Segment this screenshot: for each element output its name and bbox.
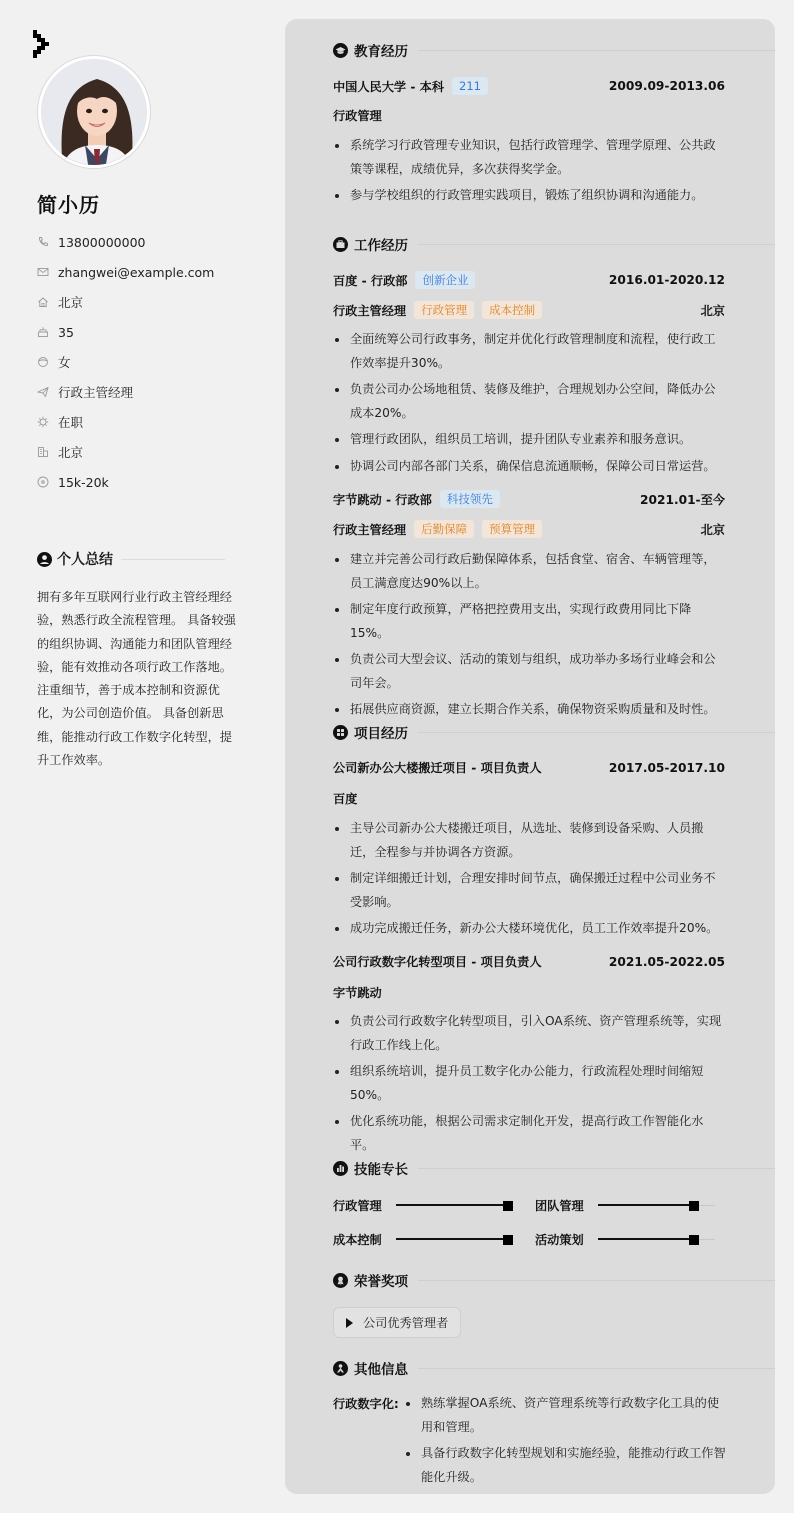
building-icon <box>37 446 49 458</box>
project-company-row <box>333 790 725 807</box>
list-item: 负责公司大型会议、活动的策划与组织，成功举办多场行业峰会和公司年会。 <box>333 648 725 695</box>
list-item: 负责公司办公场地租赁、装修及维护，合理规划办公空间，降低办公成本20%。 <box>333 378 725 425</box>
job-bullets <box>333 328 725 481</box>
job-position-row <box>333 520 725 538</box>
award-name: 公司优秀管理者 <box>363 1316 449 1330</box>
other-label: 行政数字化: <box>333 1397 399 1411</box>
job-company: 百度 - 行政部 <box>333 273 408 288</box>
education-major-row <box>333 107 725 124</box>
list-item: 制定年度行政预算，严格把控费用支出，实现行政费用同比下降15%。 <box>333 598 725 645</box>
list-item: 具备行政数字化转型规划和实施经验，能推动行政工作智能化升级。 <box>404 1442 726 1489</box>
project-name: 公司新办公大楼搬迁项目 - 项目负责人 <box>333 761 542 775</box>
project-bullets <box>333 1010 725 1160</box>
award-icon <box>333 1273 348 1288</box>
skill-name: 成本控制 <box>333 1233 382 1247</box>
grid-icon <box>333 725 348 740</box>
list-item: 主导公司新办公大楼搬迁项目，从选址、装修到设备采购、人员搬迁，全程参与并协调各方资源。 <box>333 817 725 864</box>
project-period: 2017.05-2017.10 <box>608 760 725 775</box>
projects-title: 项目经历 <box>354 726 408 742</box>
info-item-job-target <box>37 377 247 407</box>
section-divider <box>418 1168 775 1169</box>
people-icon <box>333 1361 348 1376</box>
skill-fill <box>598 1238 694 1240</box>
user-circle-icon <box>37 552 52 567</box>
skill-tag: 行政管理 <box>414 301 474 319</box>
list-item: 系统学习行政管理专业知识，包括行政管理学、管理学原理、公共政策等课程，成绩优异，多次获得奖学金。 <box>333 134 725 181</box>
job-target: 行政主管经理 <box>58 385 134 400</box>
skill-level-bar <box>396 1199 513 1213</box>
briefcase-icon <box>333 237 348 252</box>
other-title: 其他信息 <box>354 1362 408 1378</box>
section-divider <box>418 1280 775 1281</box>
send-icon <box>37 386 49 398</box>
section-divider <box>418 1368 775 1369</box>
section-divider <box>418 244 775 245</box>
gender-value: 女 <box>58 355 71 370</box>
home-icon <box>37 296 49 308</box>
list-item: 全面统筹公司行政事务，制定并优化行政管理制度和流程，使行政工作效率提升30%。 <box>333 328 725 375</box>
education-bullets <box>333 134 725 211</box>
phone-icon <box>37 236 49 248</box>
list-item: 成功完成搬迁任务，新办公大楼环境优化，员工工作效率提升20%。 <box>333 917 725 941</box>
profile-name: 简小历 <box>37 193 100 217</box>
job-period: 2016.01-2020.12 <box>608 273 725 287</box>
other-section-header <box>333 1358 775 1378</box>
project-period: 2021.05-2022.05 <box>608 954 725 969</box>
summary-text: 拥有多年互联网行业行政主管经理经验，熟悉行政全流程管理。 具备较强的组织协调、沟通能力和团队管理经验，能有效推动各项行政工作落地。 注重细节，善于成本控制和资源优化，为公司创造价值。 具备创新思维，能推动行政工作数字化转型，提升工作效率。 <box>37 590 236 768</box>
job-company: 字节跳动 - 行政部 <box>333 492 432 507</box>
list-item: 建立并完善公司行政后勤保障体系，包括食堂、宿舍、车辆管理等，员工满意度达90%以上。 <box>333 548 725 595</box>
list-item: 制定详细搬迁计划，合理安排时间节点，确保搬迁过程中公司业务不受影响。 <box>333 867 725 914</box>
list-item: 熟练掌握OA系统、资产管理系统等行政数字化工具的使用和管理。 <box>404 1392 726 1439</box>
caret-right-icon <box>346 1318 353 1328</box>
list-item: 负责公司行政数字化转型项目，引入OA系统、资产管理系统等，实现行政工作线上化。 <box>333 1010 725 1057</box>
phone-number: 13800000000 <box>58 234 146 250</box>
other-bullets <box>404 1392 726 1492</box>
project-bullets <box>333 817 725 944</box>
skill-level-bar <box>396 1233 513 1247</box>
project-company: 字节跳动 <box>333 986 382 1000</box>
list-item: 参与学校组织的行政管理实践项目，锻炼了组织协调和沟通能力。 <box>333 184 725 208</box>
skills-title: 技能专长 <box>354 1162 408 1178</box>
skill-knob <box>503 1235 513 1245</box>
section-divider <box>418 732 775 733</box>
salary-range: 15k-20k <box>58 474 109 490</box>
skill-knob <box>503 1201 513 1211</box>
logo-icon <box>33 30 53 58</box>
list-item: 管理行政团队，组织员工培训，提升团队专业素养和服务意识。 <box>333 428 725 452</box>
skills-section-header <box>333 1158 775 1178</box>
skill-name: 活动策划 <box>535 1233 584 1247</box>
job-bullets <box>333 548 725 725</box>
skill-fill <box>396 1238 508 1240</box>
skill-item <box>333 1231 523 1248</box>
section-divider <box>121 559 225 560</box>
age-value: 35 <box>58 324 74 340</box>
email-address: zhangwei@example.com <box>58 264 215 280</box>
project-company-row <box>333 984 725 1001</box>
bar-chart-icon <box>333 1161 348 1176</box>
job-position-row <box>333 301 725 319</box>
skill-fill <box>396 1204 508 1206</box>
education-title: 教育经历 <box>354 44 408 60</box>
skill-level-bar <box>598 1233 715 1247</box>
skill-knob <box>689 1201 699 1211</box>
list-item: 组织系统培训，提升员工数字化办公能力，行政流程处理时间缩短50%。 <box>333 1060 725 1107</box>
skill-level-bar <box>598 1199 715 1213</box>
info-item-gender <box>37 347 247 377</box>
project-name-row <box>333 759 725 776</box>
project-name: 公司行政数字化转型项目 - 项目负责人 <box>333 955 542 969</box>
gender-icon <box>37 356 49 368</box>
section-divider <box>418 50 775 51</box>
skill-item <box>535 1231 725 1248</box>
skill-knob <box>689 1235 699 1245</box>
info-item-home <box>37 287 247 317</box>
list-item: 拓展供应商资源，建立长期合作关系，确保物资采购质量和及时性。 <box>333 698 725 722</box>
skill-name: 团队管理 <box>535 1199 584 1213</box>
honors-section-header <box>333 1270 775 1290</box>
skill-fill <box>598 1204 694 1206</box>
summary-title: 个人总结 <box>57 552 113 568</box>
job-company-row <box>333 271 725 289</box>
info-item-status <box>37 407 247 437</box>
info-item-phone <box>37 227 247 257</box>
summary-section-header <box>37 549 225 569</box>
mail-icon <box>37 266 49 278</box>
project-company: 百度 <box>333 792 358 806</box>
info-item-age <box>37 317 247 347</box>
skill-name: 行政管理 <box>333 1199 382 1213</box>
school-name: 中国人民大学 - 本科 <box>333 79 445 94</box>
skill-tag: 后勤保障 <box>414 520 474 538</box>
graduation-cap-icon <box>333 43 348 58</box>
job-company-row <box>333 490 725 508</box>
list-item: 优化系统功能，根据公司需求定制化开发，提高行政工作智能化水平。 <box>333 1110 725 1157</box>
skill-item <box>535 1197 725 1214</box>
job-position: 行政主管经理 <box>333 522 407 537</box>
work-title: 工作经历 <box>354 238 408 254</box>
info-item-email <box>37 257 247 287</box>
job-location: 北京 <box>700 303 725 318</box>
education-school-row <box>333 77 725 95</box>
sidebar <box>0 0 262 1513</box>
company-tag: 创新企业 <box>415 271 475 289</box>
skill-tag: 成本控制 <box>482 301 542 319</box>
resume-main-card <box>285 19 775 1494</box>
job-position: 行政主管经理 <box>333 303 407 318</box>
home-location: 北京 <box>58 295 84 310</box>
status-icon <box>37 416 49 428</box>
projects-section-header <box>333 722 775 742</box>
skill-tag: 预算管理 <box>482 520 542 538</box>
award-item[interactable] <box>333 1307 461 1338</box>
work-section-header <box>333 234 775 254</box>
age-icon <box>37 326 49 338</box>
job-status: 在职 <box>58 415 84 430</box>
job-period: 2021.01-至今 <box>640 492 725 507</box>
school-tag: 211 <box>452 77 488 95</box>
company-tag: 科技领先 <box>440 490 500 508</box>
list-item: 协调公司内部各部门关系，确保信息流通顺畅，保障公司日常运营。 <box>333 455 725 479</box>
salary-icon <box>37 476 49 488</box>
info-item-work-city <box>37 437 247 467</box>
education-period: 2009.09-2013.06 <box>608 79 725 93</box>
avatar <box>38 56 150 168</box>
contact-info-list <box>37 227 247 497</box>
info-item-salary <box>37 467 247 497</box>
project-name-row <box>333 953 725 970</box>
education-section-header <box>333 40 775 60</box>
job-location: 北京 <box>700 522 725 537</box>
honors-title: 荣誉奖项 <box>354 1274 408 1290</box>
major-name: 行政管理 <box>333 109 382 123</box>
work-city: 北京 <box>58 445 84 460</box>
skill-item <box>333 1197 523 1214</box>
